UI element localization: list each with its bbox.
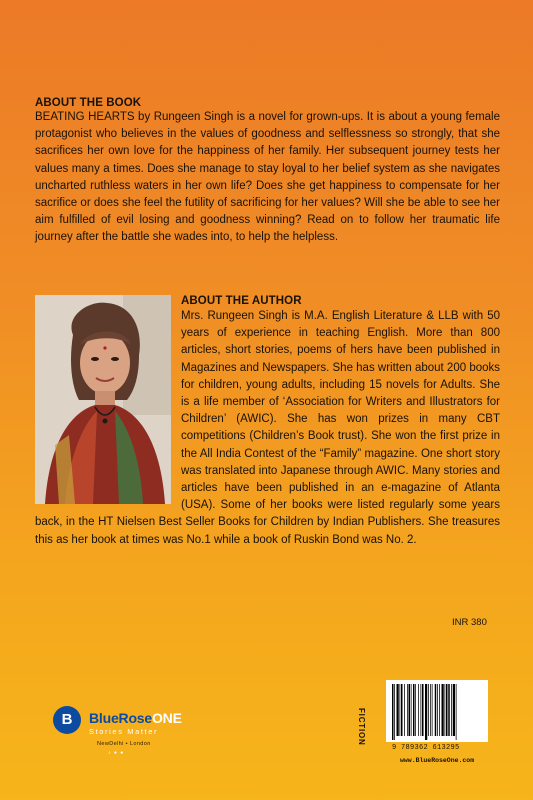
about-the-author-heading: ABOUT THE AUTHOR <box>181 295 302 307</box>
barcode-bar <box>456 684 457 740</box>
barcode-bar <box>448 684 450 736</box>
barcode-bar <box>451 684 452 736</box>
barcode-bar <box>404 684 405 736</box>
barcode-bar <box>435 684 437 736</box>
barcode-bar <box>445 684 446 736</box>
bluerose-logo-icon <box>53 706 81 734</box>
about-the-author-section <box>35 295 500 549</box>
barcode-bar <box>411 684 412 736</box>
barcode-bar <box>400 684 401 736</box>
author-bio: Mrs. Rungeen Singh is M.A. English Literature & LLB with 50 years of experience in teaching English. More than 800 articles, short stories, poems of hers have been published in Magazines and Newspapers. She has written about 200 books for children, young adults, including 15 novels for Adults. She is a life member of ‘Association for Writers and Illustrators for Children’ (AWIC). She has won prizes in many CBT competitions (Children’s Book trust). She won the first prize in the All India Contest of the “Family” magazine. One short story was translated into Japanese through AWIC. Many stories and articles have been published in an e-magazine of Atlanta (USA). Some of her books were listed regularly some years back, in the HT Nielsen Best Seller Books for Children by Indian Publishers. She treasures this as her book at times was No.1 while a book of Ruskin Bond was No. 2. <box>35 310 501 546</box>
barcode-bar <box>442 684 444 736</box>
publisher-name <box>89 710 182 726</box>
about-the-book-section <box>35 97 500 247</box>
publisher-name-suffix: ONE <box>151 710 182 726</box>
barcode-bar <box>394 684 395 740</box>
barcode-bars <box>386 680 488 742</box>
publisher-tagline: Stories Matter <box>89 727 159 736</box>
barcode-bar <box>418 684 419 736</box>
barcode-bar <box>432 684 433 736</box>
barcode-bar <box>430 684 431 736</box>
publisher-logo <box>53 706 228 761</box>
barcode-bar <box>425 684 427 740</box>
barcode-bar <box>392 684 394 740</box>
barcode-bar <box>446 684 448 736</box>
barcode-bar <box>437 684 438 736</box>
publisher-name-main: BlueRose <box>89 710 152 726</box>
about-the-book-heading: ABOUT THE BOOK <box>35 97 142 109</box>
barcode-bar <box>407 684 408 736</box>
logo-letter: B <box>61 711 73 728</box>
barcode-bar <box>428 684 429 736</box>
barcode-bar <box>397 684 399 736</box>
isbn-number: 9 789362 613295 <box>392 744 460 752</box>
barcode-bar <box>453 684 455 736</box>
book-synopsis: BEATING HEARTS by Rungeen Singh is a novel for grown-ups. It is about a young female protagonist who believes in the values of goodness and selflessness so strongly, that she sacrifices her own love for the happiness of her family. Her subsequent journey tests her values many a times. Does she manage to stay loyal to her belief system as she navigates uncharted ruthless waters in her own life? Does she get happiness to compensate for her sacrifice or does she feel the futility of sacrificing for her values? Will she be able to see her aim fulfilled of evil losing and goodness winning? Read on to follow her traumatic life journey after the battle she wades into, to help the helpless. <box>35 111 500 244</box>
barcode-bar <box>422 684 424 736</box>
publisher-cities: NewDelhi • London <box>97 741 151 747</box>
barcode-bar <box>413 684 415 736</box>
genre-label: FICTION <box>357 708 366 746</box>
barcode-bar <box>401 684 403 736</box>
social-icons: ♪ ● ● <box>108 750 125 756</box>
author-photo <box>35 295 171 504</box>
price-label: INR 380 <box>452 617 487 628</box>
barcode-bar <box>421 684 422 736</box>
isbn-barcode <box>386 680 488 742</box>
barcode-bar <box>439 684 440 736</box>
publisher-website: www.BlueRoseOne.com <box>400 757 475 764</box>
barcode-bar <box>409 684 411 736</box>
barcode-bar <box>415 684 416 736</box>
